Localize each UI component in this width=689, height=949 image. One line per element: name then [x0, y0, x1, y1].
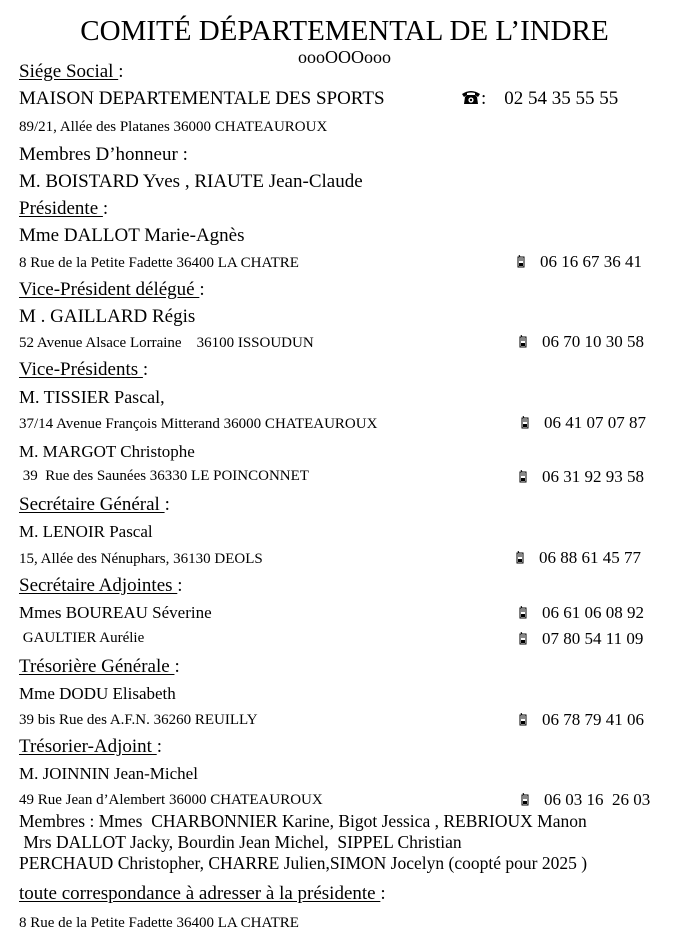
- membres-line: PERCHAUD Christopher, CHARRE Julien,SIMON Jocelyn (coopté pour 2025 ): [19, 853, 588, 873]
- siege-heading: [19, 62, 123, 81]
- presidente-label: Présidente: [19, 198, 103, 219]
- secretaire-general-name: M. LENOIR Pascal: [19, 522, 153, 541]
- secretaire-adjointe-phone: 06 61 06 08 92: [542, 603, 644, 622]
- secretaire-adjointe-name: GAULTIER Aurélie: [19, 630, 145, 646]
- correspondance-label: toute correspondance à adresser à la présidente: [19, 883, 381, 904]
- tresorier-adjoint-label: Trésorier-Adjoint: [19, 736, 157, 757]
- secretaire-general-heading: [19, 495, 170, 514]
- tresoriere-colon: :: [174, 656, 180, 677]
- vp-member-phone: 06 41 07 07 87: [544, 413, 646, 432]
- tresorier-adjoint-address: 49 Rue Jean d’Alembert 36000 CHATEAUROUX: [19, 792, 323, 808]
- secretaire-adjointe-phone-row: [519, 630, 643, 647]
- mobile-phone-icon: [516, 551, 525, 564]
- mobile-phone-icon: [519, 713, 528, 726]
- correspondance-colon: :: [380, 883, 386, 904]
- tresorier-adjoint-heading: [19, 737, 162, 756]
- secretaire-adjointes-heading: [19, 576, 183, 595]
- tresorier-adjoint-name: M. JOINNIN Jean-Michel: [19, 764, 198, 783]
- vp-member-address: 37/14 Avenue François Mitterand 36000 CHATEAUROUX: [19, 416, 378, 432]
- tresoriere-phone-row: [519, 711, 644, 728]
- vp-member-phone-row: [519, 468, 644, 485]
- honneur-label: Membres D’honneur :: [19, 144, 188, 165]
- presidente-phone: 06 16 67 36 41: [540, 252, 642, 271]
- membres-line: Mrs DALLOT Jacky, Bourdin Jean Michel, SIPPEL Christian: [19, 832, 462, 852]
- vp-delegue-phone: 06 70 10 30 58: [542, 332, 644, 351]
- vp-delegue-colon: :: [199, 279, 205, 300]
- telephone-icon: [461, 89, 481, 105]
- siege-colon: :: [118, 61, 124, 82]
- mobile-phone-icon: [521, 416, 530, 429]
- secretaire-general-label: Secrétaire Général: [19, 494, 165, 515]
- siege-phone-sep: :: [481, 88, 487, 109]
- correspondance-heading: [19, 884, 386, 903]
- tresorier-adjoint-phone-row: [521, 791, 650, 808]
- secretaire-general-phone: 06 88 61 45 77: [539, 548, 641, 567]
- vp-delegue-label: Vice-Président délégué: [19, 279, 200, 300]
- tresoriere-name: Mme DODU Elisabeth: [19, 684, 176, 703]
- secretaire-general-colon: :: [164, 494, 170, 515]
- presidente-address: 8 Rue de la Petite Fadette 36400 LA CHATRE: [19, 255, 299, 271]
- secretaire-adjointes-label: Secrétaire Adjointes: [19, 575, 178, 596]
- vp-member-address: 39 Rue des Saunées 36330 LE POINCONNET: [19, 468, 309, 484]
- presidente-name: Mme DALLOT Marie-Agnès: [19, 225, 245, 246]
- mobile-phone-icon: [519, 335, 528, 348]
- page-title: COMITÉ DÉPARTEMENTAL DE L’INDRE: [80, 15, 609, 47]
- vice-presidents-colon: :: [142, 359, 149, 380]
- siege-name: MAISON DEPARTEMENTALE DES SPORTS: [19, 88, 385, 109]
- mobile-phone-icon: [519, 606, 528, 619]
- mobile-phone-icon: [517, 255, 526, 268]
- vp-member-name: M. TISSIER Pascal,: [19, 387, 165, 407]
- vp-member-phone-row: [521, 414, 646, 431]
- secretaire-adjointe-phone-row: [519, 604, 644, 621]
- siege-phone-row: [461, 89, 618, 108]
- siege-address: 89/21, Allée des Platanes 36000 CHATEAUROUX: [19, 119, 328, 135]
- mobile-phone-icon: [521, 793, 530, 806]
- mobile-phone-icon: [519, 470, 528, 483]
- ornament: oooOOOooo: [298, 47, 391, 67]
- membres-line: Membres : Mmes CHARBONNIER Karine, Bigot Jessica , REBRIOUX Manon: [19, 811, 587, 831]
- vp-delegue-heading: [19, 280, 205, 299]
- presidente-heading: [19, 199, 108, 218]
- mobile-phone-icon: [519, 632, 528, 645]
- tresoriere-heading: [19, 657, 180, 676]
- secretaire-adjointe-name: Mmes BOUREAU Séverine: [19, 603, 212, 622]
- secretaire-adjointe-phone: 07 80 54 11 09: [542, 629, 644, 648]
- vp-delegue-phone-row: [519, 333, 644, 350]
- vp-member-name: M. MARGOT Christophe: [19, 442, 195, 461]
- correspondance-address: 8 Rue de la Petite Fadette 36400 LA CHATRE: [19, 915, 299, 931]
- tresorier-adjoint-phone: 06 03 16 26 03: [544, 790, 651, 809]
- siege-label: Siége Social: [19, 61, 119, 82]
- presidente-phone-row: [517, 253, 642, 270]
- honneur-names: M. BOISTARD Yves , RIAUTE Jean-Claude: [19, 171, 363, 192]
- vice-presidents-label: Vice-Présidents: [19, 359, 143, 380]
- secretaire-adjointes-colon: :: [177, 575, 183, 596]
- siege-phone: 02 54 35 55 55: [504, 88, 619, 109]
- presidente-colon: :: [102, 198, 109, 219]
- tresoriere-address: 39 bis Rue des A.F.N. 36260 REUILLY: [19, 712, 258, 728]
- vice-presidents-heading: [19, 360, 148, 379]
- tresoriere-phone: 06 78 79 41 06: [542, 710, 644, 729]
- secretaire-general-address: 15, Allée des Nénuphars, 36130 DEOLS: [19, 551, 263, 567]
- tresoriere-label: Trésorière Générale: [19, 656, 175, 677]
- secretaire-general-phone-row: [516, 549, 641, 566]
- tresorier-adjoint-colon: :: [156, 736, 162, 757]
- vp-delegue-name: M . GAILLARD Régis: [19, 306, 196, 327]
- vp-member-phone: 06 31 92 93 58: [542, 467, 644, 486]
- vp-delegue-address: 52 Avenue Alsace Lorraine 36100 ISSOUDUN: [19, 335, 314, 351]
